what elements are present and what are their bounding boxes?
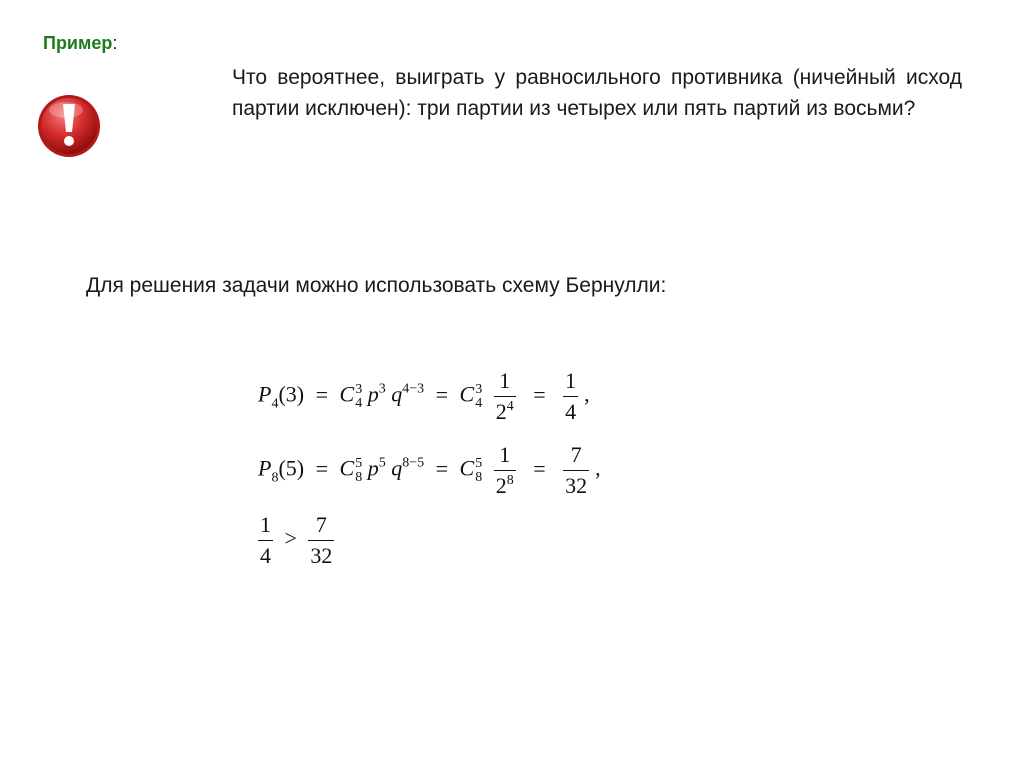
exponent: 8 xyxy=(506,473,514,488)
subscript: 8 xyxy=(271,470,279,486)
denominator xyxy=(494,397,516,425)
argument: (3) xyxy=(278,381,305,407)
numerator: 1 xyxy=(260,512,271,537)
method-text: Для решения задачи можно использовать схему Бернулли: xyxy=(86,274,667,297)
equals-sign: = xyxy=(533,455,546,481)
fraction xyxy=(494,442,516,499)
example-label: Пример xyxy=(43,33,113,53)
subscript: 4 xyxy=(355,395,363,411)
equals-sign: = xyxy=(315,455,329,481)
c-indices xyxy=(355,457,362,485)
symbol-q: q xyxy=(391,455,403,481)
numerator: 1 xyxy=(565,368,577,393)
base: 2 xyxy=(495,473,507,498)
superscript: 4−3 xyxy=(402,381,425,397)
c-indices xyxy=(475,457,482,485)
superscript: 3 xyxy=(378,381,386,397)
fraction xyxy=(563,368,578,425)
superscript: 5 xyxy=(355,455,363,471)
equals-sign: = xyxy=(315,381,329,407)
formula-p8 xyxy=(258,442,601,499)
symbol-p-lower: p xyxy=(367,455,379,481)
c-indices xyxy=(475,383,482,411)
subscript: 8 xyxy=(475,469,483,485)
formula-p4 xyxy=(258,368,590,425)
problem-statement: Что вероятнее, выиграть у равносильного противника (ничейный исход партии исключен): три партии из четырех или пять партий из восьми? xyxy=(232,66,962,120)
denominator: 4 xyxy=(565,399,577,424)
exponent: 4 xyxy=(506,399,514,414)
example-colon: : xyxy=(112,33,118,53)
numerator: 1 xyxy=(499,368,511,393)
subscript: 4 xyxy=(271,396,279,412)
numerator: 1 xyxy=(499,442,511,467)
superscript: 3 xyxy=(355,381,363,397)
denominator: 4 xyxy=(260,543,271,568)
superscript: 5 xyxy=(475,455,483,471)
fraction xyxy=(563,442,589,499)
subscript: 4 xyxy=(475,395,483,411)
exclamation-icon xyxy=(36,93,102,159)
comma: , xyxy=(595,455,601,481)
equals-sign: = xyxy=(435,455,449,481)
fraction-right xyxy=(308,512,334,569)
equals-sign: = xyxy=(435,381,449,407)
symbol-p-lower: p xyxy=(367,381,379,407)
base: 2 xyxy=(495,399,507,424)
fraction xyxy=(494,368,516,425)
symbol-p: P xyxy=(258,455,272,481)
denominator xyxy=(494,471,516,499)
fraction-left xyxy=(258,512,273,569)
symbol-q: q xyxy=(391,381,403,407)
greater-than-sign: > xyxy=(284,525,297,551)
symbol-c: C xyxy=(339,381,355,407)
symbol-p: P xyxy=(258,381,272,407)
comparison xyxy=(252,512,340,569)
superscript: 5 xyxy=(378,455,386,471)
denominator: 32 xyxy=(565,473,588,498)
symbol-c: C xyxy=(459,381,475,407)
example-heading xyxy=(43,33,117,54)
symbol-c: C xyxy=(459,455,475,481)
symbol-c: C xyxy=(339,455,355,481)
subscript: 8 xyxy=(355,469,363,485)
equals-sign: = xyxy=(533,381,546,407)
superscript: 3 xyxy=(475,381,483,397)
numerator: 7 xyxy=(315,512,327,537)
comma: , xyxy=(584,381,590,407)
superscript: 8−5 xyxy=(402,455,425,471)
argument: (5) xyxy=(278,455,305,481)
numerator: 7 xyxy=(570,442,582,467)
c-indices xyxy=(355,383,362,411)
denominator: 32 xyxy=(310,543,333,568)
